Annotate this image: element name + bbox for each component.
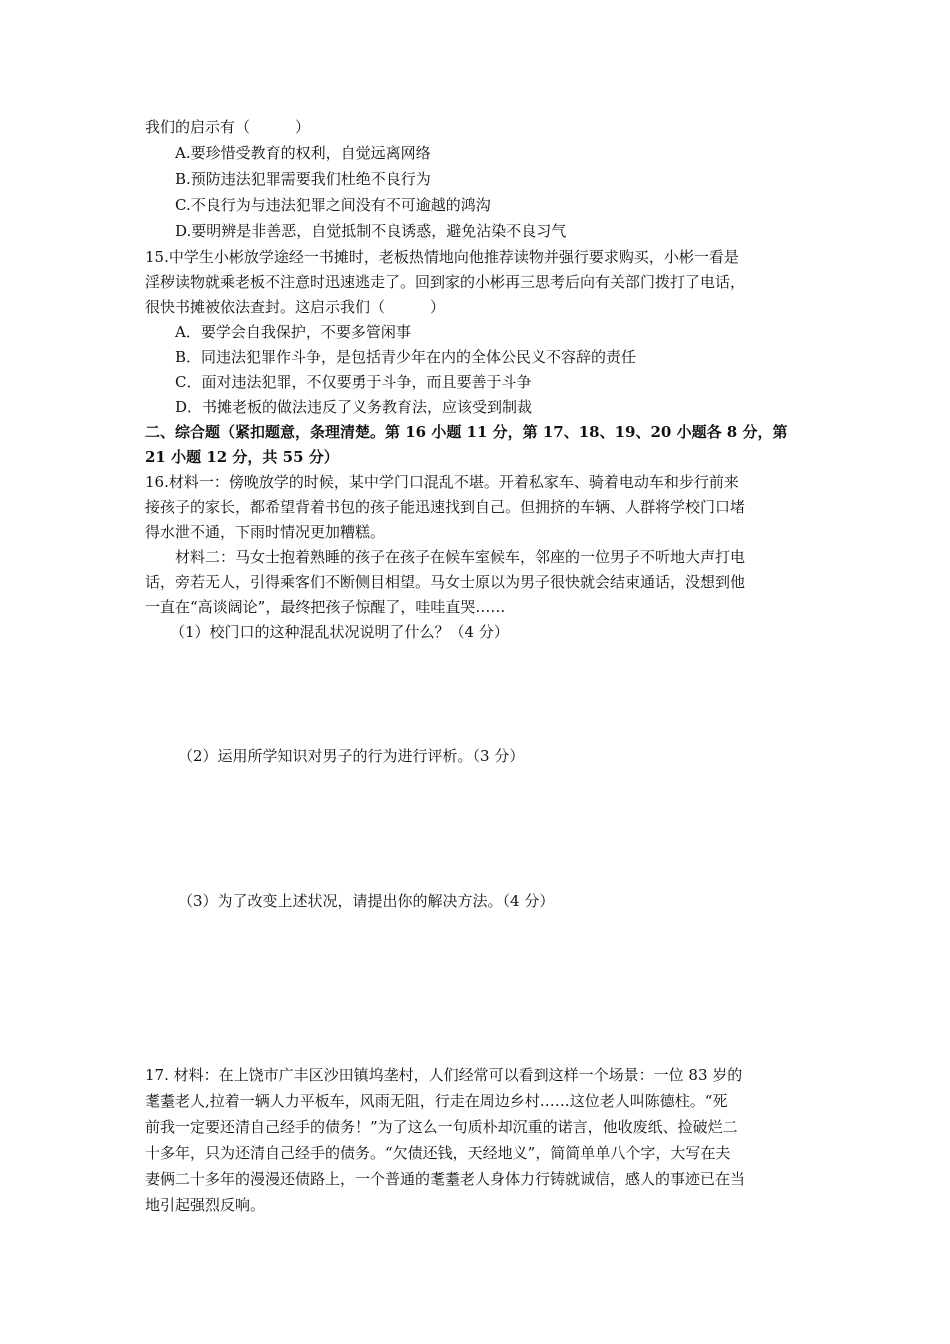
q16-subquestion-2: （2）运用所学知识对男子的行为进行评析。（3 分） [178,747,525,765]
q16-subquestion-1: （1）校门口的这种混乱状况说明了什么？（4 分） [170,623,509,641]
q17-material-line-2: 耄耋老人,拉着一辆人力平板车，风雨无阻，行走在周边乡村……这位老人叫陈德柱。“死 [145,1092,728,1110]
section-heading-line-1: 二、综合题（紧扣题意，条理清楚。第 16 小题 11 分，第 17、18、19、20 小题各 8 分，第 [145,423,788,441]
q16-material1-line-3: 得水泄不通，下雨时情况更加糟糕。 [145,523,386,541]
q17-material-line-6: 地引起强烈反响。 [145,1196,266,1214]
q15-stem-line-2: 淫秽读物就乘老板不注意时迅速逃走了。回到家的小彬再三思考后向有关部门拨打了电话， [145,273,746,291]
q17-material-line-1: 17. 材料：在上饶市广丰区沙田镇坞垄村，人们经常可以看到这样一个场景：一位 83 岁的 [145,1066,743,1084]
q17-material-line-5: 妻俩二十多年的漫漫还债路上，一个普通的耄耋老人身体力行铸就诚信，感人的事迹已在当 [145,1170,746,1188]
q14-option-d: D.要明辨是非善恶，自觉抵制不良诱惑，避免沾染不良习气 [175,222,567,240]
q15-option-b: B．同违法犯罪作斗争，是包括青少年在内的全体公民义不容辞的责任 [175,348,637,366]
q16-material1-line-1: 16.材料一：傍晚放学的时候，某中学门口混乱不堪。开着私家车、骑着电动车和步行前来 [145,473,739,491]
q17-material-line-3: 前我一定要还清自己经手的债务！”为了这么一句质朴却沉重的诺言，他收废纸、捡破烂二 [145,1118,738,1136]
q16-material2-line-1: 材料二：马女士抱着熟睡的孩子在孩子在候车室候车，邻座的一位男子不听地大声打电 [175,548,746,566]
q15-option-c: C．面对违法犯罪，不仅要勇于斗争，而且要善于斗争 [175,373,532,391]
q15-stem-line-1: 15.中学生小彬放学途经一书摊时，老板热情地向他推荐读物并强行要求购买，小彬一看是 [145,248,739,266]
q14-option-a: A.要珍惜受教育的权利，自觉远离网络 [175,144,431,162]
q15-stem-line-3: 很快书摊被依法查封。这启示我们（ ） [145,298,446,316]
q16-material2-line-3: 一直在“高谈阔论”，最终把孩子惊醒了，哇哇直哭…… [145,598,506,616]
q14-option-c: C.不良行为与违法犯罪之间没有不可逾越的鸿沟 [175,196,491,214]
q15-option-d: D．书摊老板的做法违反了义务教育法，应该受到制裁 [175,398,533,416]
q16-subquestion-3: （3）为了改变上述状况，请提出你的解决方法。（4 分） [178,892,555,910]
q14-option-b: B.预防违法犯罪需要我们杜绝不良行为 [175,170,431,188]
q16-material1-line-2: 接孩子的家长，都希望背着书包的孩子能迅速找到自己。但拥挤的车辆、人群将学校门口堵 [145,498,746,516]
q16-material2-line-2: 话，旁若无人，引得乘客们不断侧目相望。马女士原以为男子很快就会结束通话，没想到他 [145,573,746,591]
section-heading-line-2: 21 小题 12 分，共 55 分） [145,448,339,466]
q14-stem-tail: 我们的启示有（ ） [145,118,311,136]
q15-option-a: A．要学会自我保护，不要多管闲事 [175,323,411,341]
q17-material-line-4: 十多年，只为还清自己经手的债务。“欠债还钱，天经地义”，简简单单八个字，大写在夫 [145,1144,731,1162]
